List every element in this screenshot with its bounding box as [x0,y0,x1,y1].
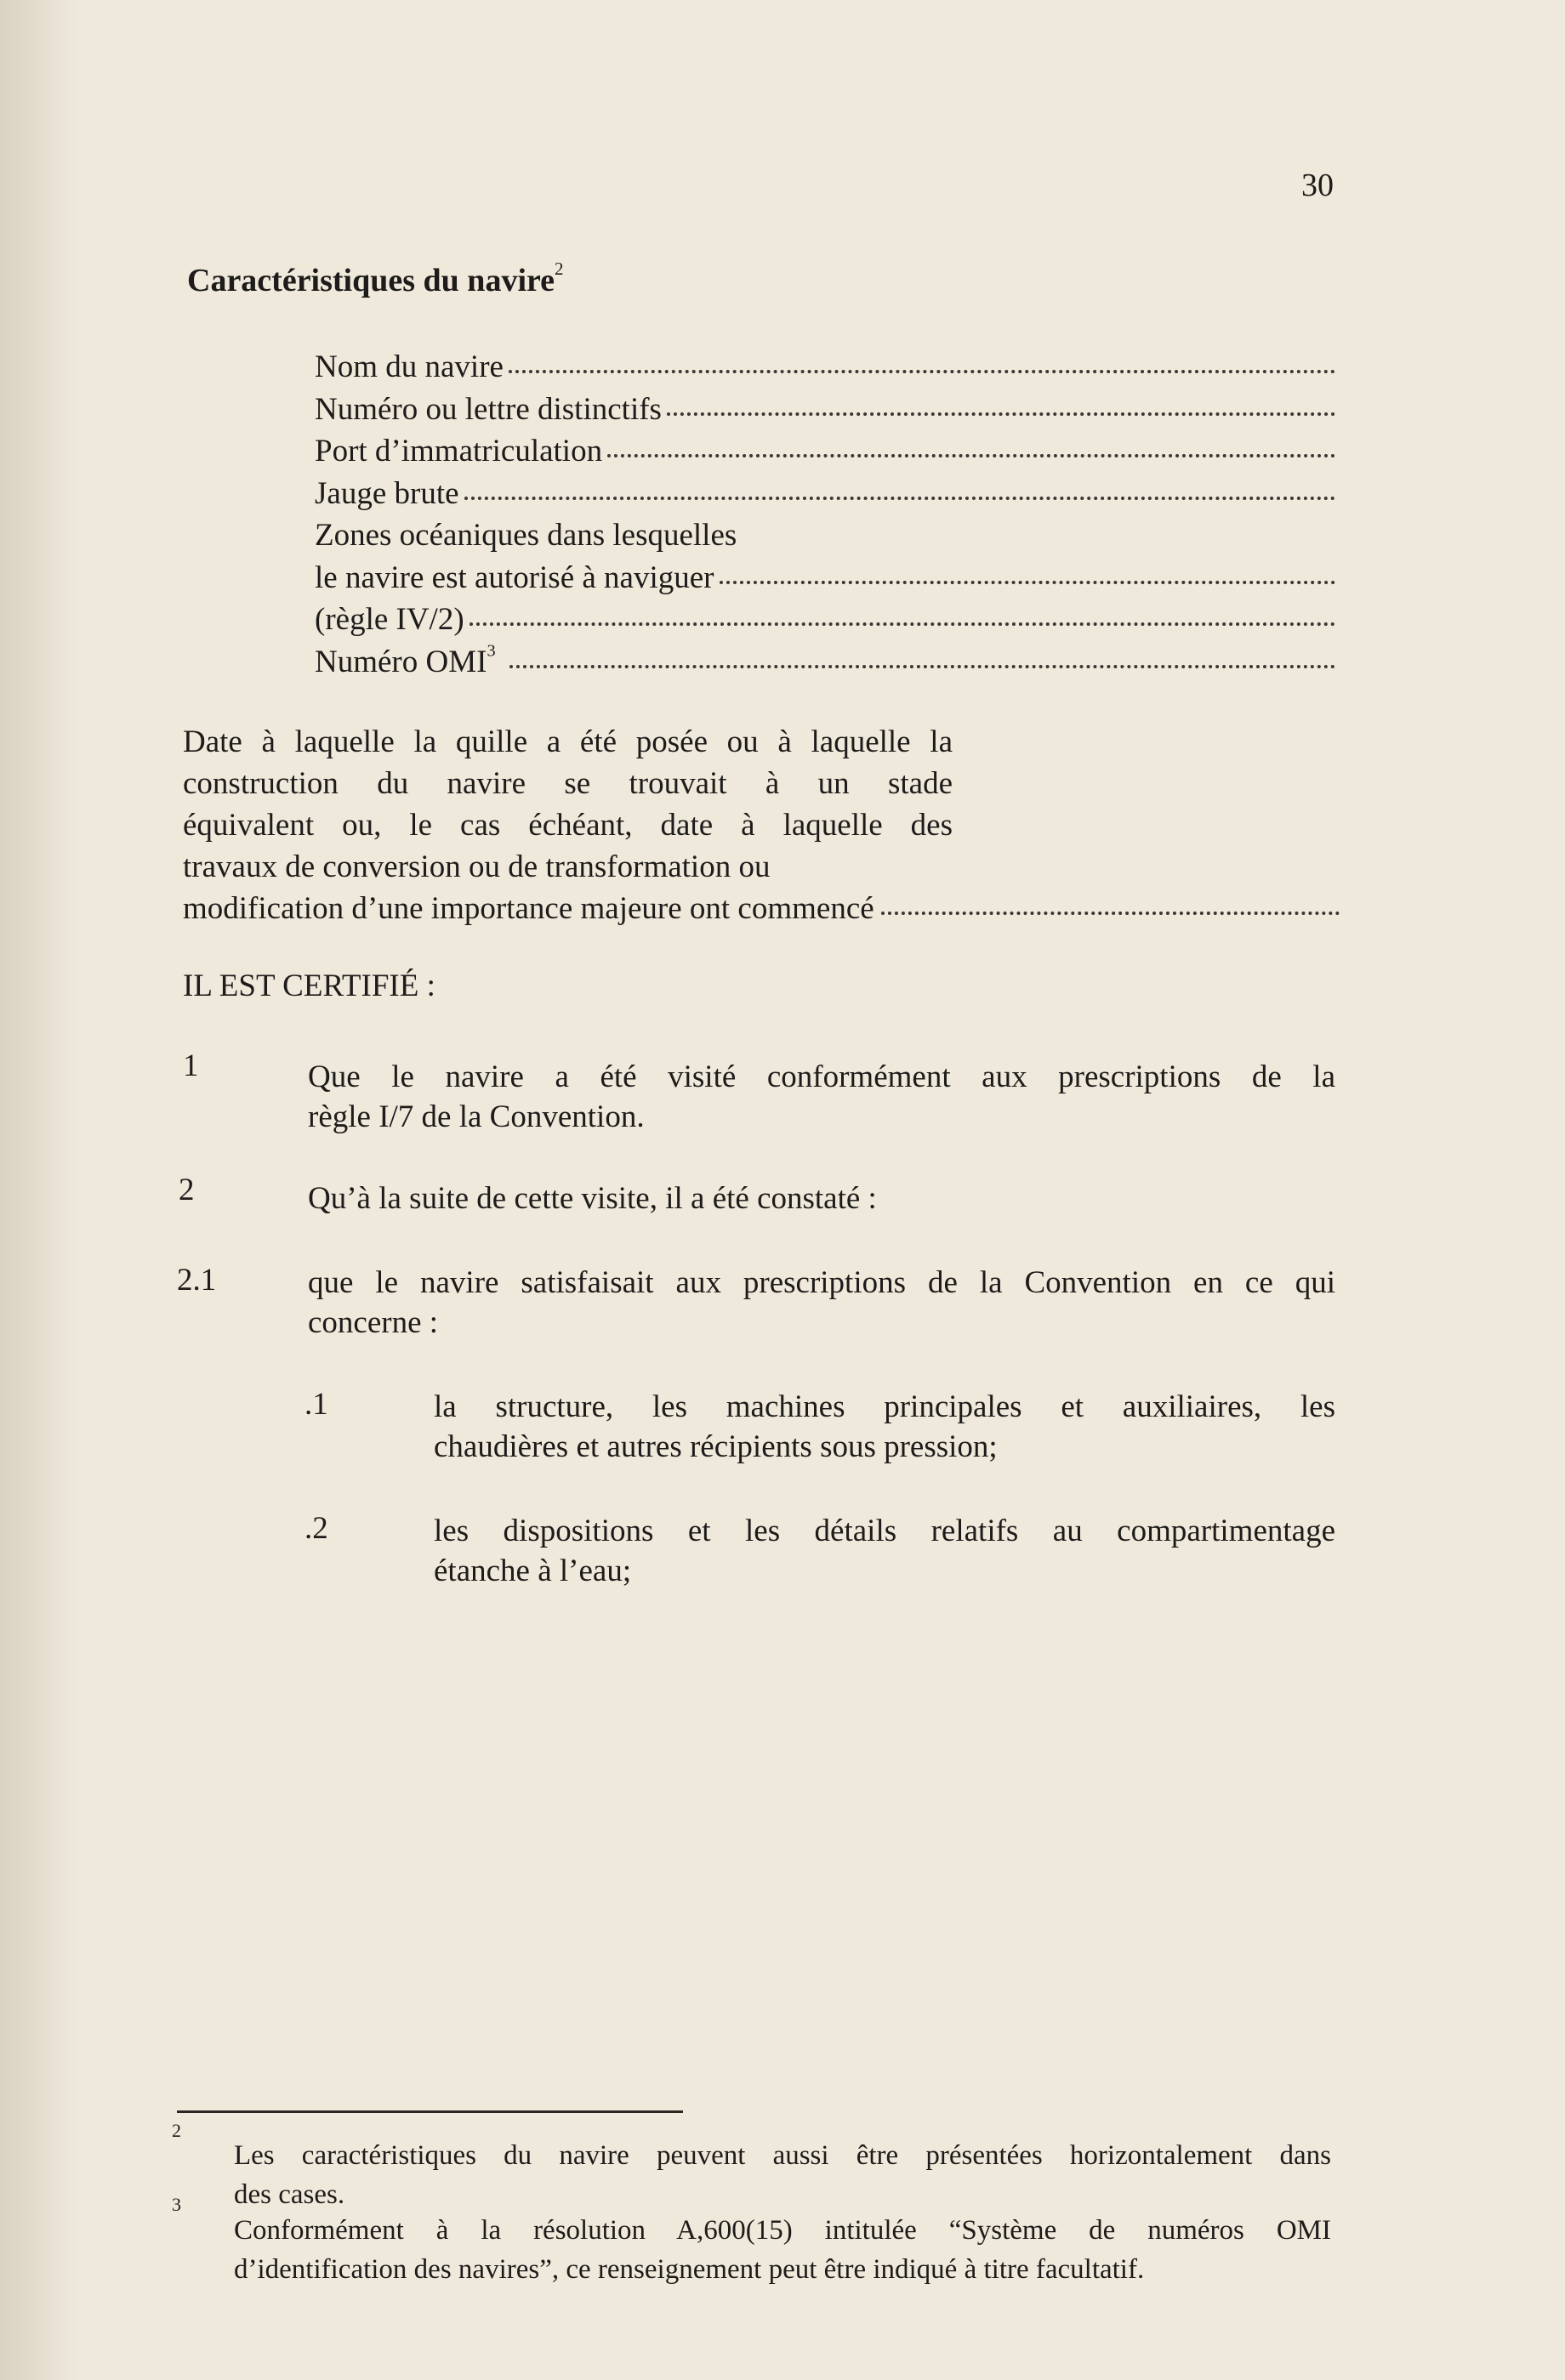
field-port-of-registry [315,433,1335,475]
sub-item-number: .1 [304,1387,328,1422]
item-line: que le navire satisfaisait aux prescriptions de la Convention en ce qui [308,1265,1335,1300]
field-label-text: Numéro OMI [315,644,487,679]
item-number: 2.1 [177,1263,217,1298]
field-label: Zones océaniques dans lesquelles [315,518,737,553]
item-number: 2 [179,1173,195,1207]
footnote-ref-2: 2 [555,258,564,280]
footnote-line: Les caractéristiques du navire peuvent aussi être présentées horizontalement dans [234,2140,1331,2171]
item-line: étanche à l’eau; [434,1554,632,1588]
section-title [187,258,564,299]
paragraph-line: construction du navire se trouvait à un stade [183,766,953,801]
dotted-leader [464,497,1335,500]
item-line: la structure, les machines principales et auxiliaires, les [434,1389,1335,1424]
dotted-leader [607,454,1335,457]
dotted-leader [720,581,1336,584]
field-imo-number [315,641,1335,686]
paragraph-line: travaux de conversion ou de transformation ou [183,849,771,884]
paragraph-line: modification d’une importance majeure ont commencé [183,891,874,926]
footnote-line: d’identification des navires”, ce renseignement peut être indiqué à titre facultatif. [234,2254,1145,2285]
item-line: Que le navire a été visité conformément aux prescriptions de la [308,1059,1335,1094]
footnote-line: Conformément à la résolution A,600(15) intitulée “Système de numéros OMI [234,2215,1331,2246]
field-label: Jauge brute [315,475,459,511]
sub-item-text [434,1387,1335,1467]
keel-date-paragraph [183,721,1340,929]
item-line: chaudières et autres récipients sous pression; [434,1429,998,1464]
footnote-3 [234,2211,1331,2289]
item-text [308,1057,1335,1137]
item-text [308,1263,1335,1343]
footnote-separator [177,2110,683,2113]
footnote-number: 3 [172,2194,181,2215]
paragraph-line: équivalent ou, le cas échéant, date à laquelle des [183,808,953,843]
field-label: Numéro ou lettre distinctifs [315,391,662,427]
paragraph-last-line [183,888,1340,929]
certification-heading: IL EST CERTIFIÉ : [183,968,435,1003]
field-label: Port d’immatriculation [315,434,603,469]
field-ship-name [315,349,1335,391]
item-line: règle I/7 de la Convention. [308,1099,645,1134]
field-sea-areas-line1 [315,517,1335,559]
field-label: le navire est autorisé à naviguer [315,559,714,595]
field-label: (règle IV/2) [315,602,464,637]
sub-item-text [434,1511,1335,1591]
paragraph-line: Date à laquelle la quille a été posée ou à laquelle la [183,724,953,759]
dotted-leader [667,412,1335,416]
item-line: les dispositions et les détails relatifs au compartimentage [434,1514,1335,1548]
sub-item-number: .2 [304,1511,328,1546]
item-text [308,1179,1335,1218]
page-gutter-shadow [0,0,81,2380]
footnote-line: des cases. [234,2179,345,2210]
dotted-leader [881,912,1340,915]
field-distinctive-number [315,391,1335,434]
field-regulation-ref [315,601,1335,644]
ship-particulars-fields [315,349,1335,685]
dotted-leader [509,370,1335,373]
section-title-text: Caractéristiques du navire [187,263,555,298]
footnote-ref-3: 3 [487,641,496,661]
field-gross-tonnage [315,475,1335,518]
dotted-leader [509,665,1335,668]
field-label: Nom du navire [315,349,504,384]
footnote-number: 2 [172,2120,181,2141]
field-sea-areas-line2 [315,559,1335,602]
item-line: Qu’à la suite de cette visite, il a été constaté : [308,1181,877,1216]
dotted-leader [469,622,1335,626]
item-number: 1 [183,1048,199,1083]
item-line: concerne : [308,1305,439,1340]
field-label [315,641,501,680]
footnote-2 [234,2136,1331,2214]
page-number: 30 [1301,168,1334,203]
